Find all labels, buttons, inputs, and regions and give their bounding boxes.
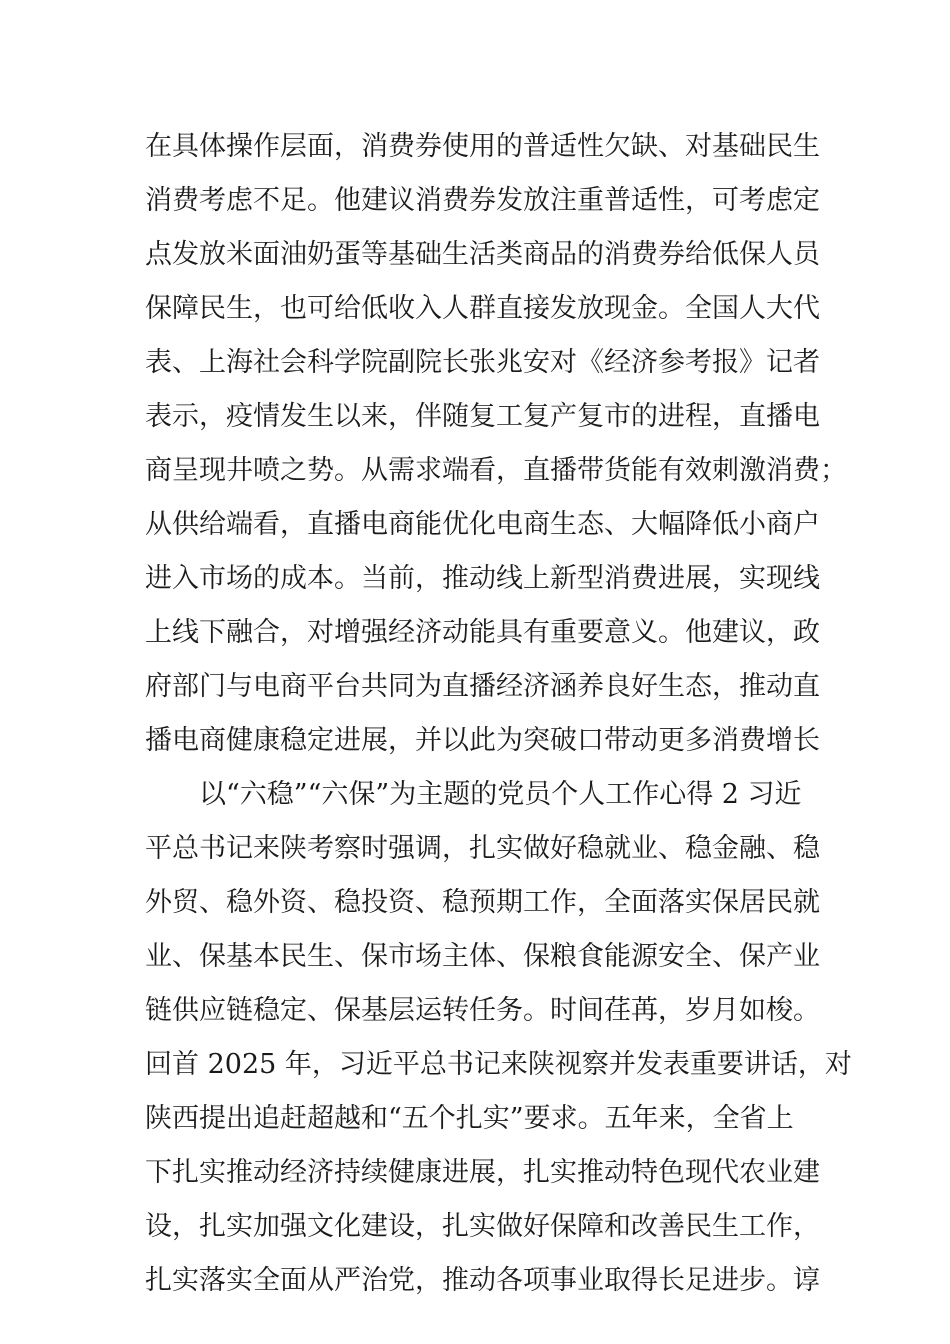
text-line: 链供应链稳定、保基层运转任务。时间荏苒，岁月如梭。 [145, 995, 820, 1026]
text-line: 上线下融合，对增强经济动能具有重要意义。他建议，政 [145, 617, 820, 648]
text-line: 播电商健康稳定进展，并以此为突破口带动更多消费增长 [145, 725, 820, 756]
text-line: 设，扎实加强文化建设，扎实做好保障和改善民生工作， [145, 1211, 820, 1242]
text-line: 平总书记来陕考察时强调，扎实做好稳就业、稳金融、稳 [145, 833, 820, 864]
paragraph-start-line: 以“六稳”“六保”为主题的党员个人工作心得 2 习近 [145, 779, 802, 810]
text-line: 进入市场的成本。当前，推动线上新型消费进展，实现线 [145, 563, 820, 594]
text-line: 外贸、稳外资、稳投资、稳预期工作，全面落实保居民就 [145, 887, 820, 918]
text-line: 表示，疫情发生以来，伴随复工复产复市的进程，直播电 [145, 401, 820, 432]
text-line: 府部门与电商平台共同为直播经济涵养良好生态，推动直 [145, 671, 820, 702]
text-line: 回首 2025 年，习近平总书记来陕视察并发表重要讲话，对 [145, 1049, 852, 1080]
text-line: 表、上海社会科学院副院长张兆安对《经济参考报》记者 [145, 347, 820, 378]
text-line: 商呈现井喷之势。从需求端看，直播带货能有效刺激消费； [145, 455, 847, 486]
text-line: 点发放米面油奶蛋等基础生活类商品的消费券给低保人员 [145, 239, 820, 270]
text-line: 消费考虑不足。他建议消费券发放注重普适性，可考虑定 [145, 185, 820, 216]
text-line: 从供给端看，直播电商能优化电商生态、大幅降低小商户 [145, 509, 820, 540]
text-line: 扎实落实全面从严治党，推动各项事业取得长足进步。谆 [145, 1265, 820, 1296]
text-line: 业、保基本民生、保市场主体、保粮食能源安全、保产业 [145, 941, 820, 972]
text-line: 下扎实推动经济持续健康进展，扎实推动特色现代农业建 [145, 1157, 820, 1188]
text-line: 在具体操作层面，消费券使用的普适性欠缺、对基础民生 [145, 131, 820, 162]
text-line: 陕西提出追赶超越和“五个扎实”要求。五年来，全省上 [145, 1103, 794, 1134]
text-line: 保障民生，也可给低收入人群直接发放现金。全国人大代 [145, 293, 820, 324]
